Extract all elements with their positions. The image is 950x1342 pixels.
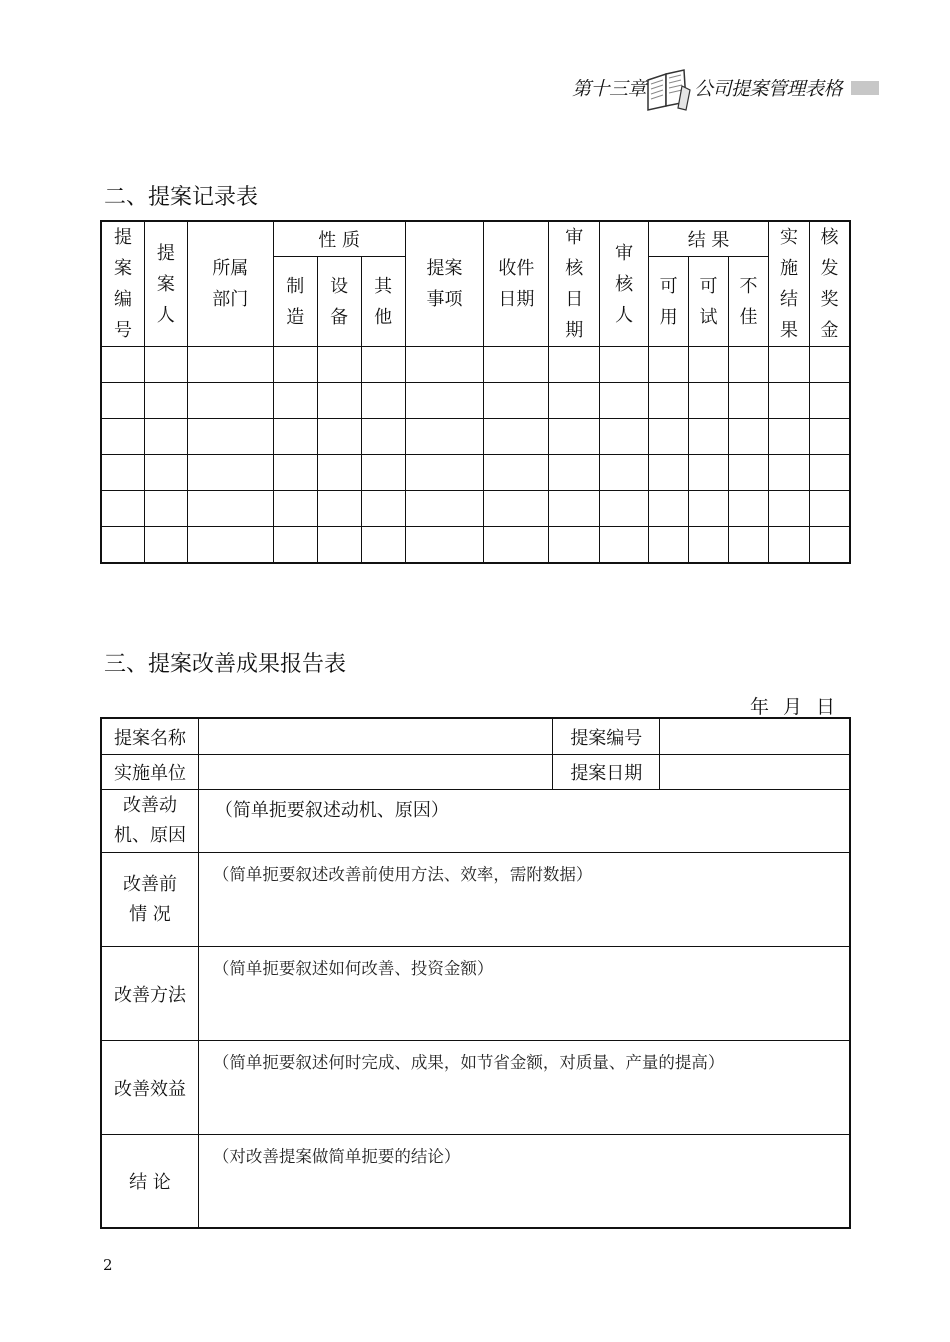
table-cell[interactable] [317,455,361,491]
header-title: 公司提案管理表格 [694,78,843,100]
table-cell[interactable] [689,347,729,383]
table-cell[interactable] [273,347,317,383]
proposal-date-field[interactable] [660,755,850,790]
header-nature-other: 其 他 [361,257,405,347]
table-cell[interactable] [689,455,729,491]
table-cell[interactable] [484,527,549,563]
section2-title: 二、提案记录表 [104,185,259,210]
method-hint: （简单扼要叙述如何改善、投资金额） [212,959,494,978]
benefit-field[interactable] [198,1041,849,1135]
table-cell[interactable] [809,491,849,527]
motive-label: 改善动 机、原因 [102,790,199,853]
table-cell[interactable] [729,419,769,455]
table-cell[interactable] [405,527,484,563]
improvement-report-table [101,718,850,1228]
table-cell[interactable] [484,491,549,527]
table-cell[interactable] [405,419,484,455]
table-cell[interactable] [768,455,809,491]
impl-unit-label: 实施单位 [102,755,199,790]
table-cell[interactable] [317,383,361,419]
page-number: 2 [103,1256,113,1274]
table-cell[interactable] [549,455,600,491]
header-impl-result: 实 施 结 果 [768,222,809,347]
year-label: 年 [750,696,770,718]
benefit-label: 改善效益 [102,1041,199,1135]
table-cell[interactable] [484,383,549,419]
header-proposal-no: 提 案 编 号 [102,222,145,347]
table-cell[interactable] [361,491,405,527]
table-row [102,419,850,455]
table-cell[interactable] [768,347,809,383]
table-cell[interactable] [600,455,649,491]
table-cell[interactable] [809,527,849,563]
table-cell[interactable] [361,347,405,383]
table-cell[interactable] [600,347,649,383]
table-row [102,347,850,383]
impl-unit-field[interactable] [198,755,552,790]
table-cell[interactable] [187,455,273,491]
table-row [102,491,850,527]
table-cell[interactable] [187,419,273,455]
page-header [560,66,880,112]
header-dept: 所属 部门 [187,222,273,347]
table-cell[interactable] [809,455,849,491]
table-cell[interactable] [102,491,145,527]
table-cell[interactable] [549,491,600,527]
motive-hint: （简单扼要叙述动机、原因） [214,800,449,821]
table-cell[interactable] [729,491,769,527]
table-cell[interactable] [600,491,649,527]
table-cell[interactable] [361,383,405,419]
method-field[interactable] [198,947,849,1041]
table-cell[interactable] [273,527,317,563]
header-nature: 性 质 [273,222,405,257]
table-cell[interactable] [317,491,361,527]
proposal-no-field[interactable] [660,719,850,755]
table-cell[interactable] [809,383,849,419]
table-cell[interactable] [649,527,689,563]
table-cell[interactable] [768,419,809,455]
proposal-name-label: 提案名称 [102,719,199,755]
table-cell[interactable] [102,455,145,491]
table-cell[interactable] [484,455,549,491]
table-cell[interactable] [144,419,187,455]
table-cell[interactable] [649,347,689,383]
book-icon [642,66,692,112]
table-cell[interactable] [144,347,187,383]
table-cell[interactable] [768,527,809,563]
table-row [102,455,850,491]
table-cell[interactable] [549,419,600,455]
table-cell[interactable] [484,347,549,383]
conclusion-label: 结 论 [102,1135,199,1228]
header-nature-manufacture: 制 造 [273,257,317,347]
table-cell[interactable] [600,383,649,419]
table-cell[interactable] [405,383,484,419]
table-cell[interactable] [144,455,187,491]
header-result: 结 果 [649,222,769,257]
table-cell[interactable] [361,419,405,455]
table-cell[interactable] [600,527,649,563]
header-bonus: 核 发 奖 金 [809,222,849,347]
proposal-no-label: 提案编号 [553,719,660,755]
table-cell[interactable] [405,347,484,383]
benefit-hint: （简单扼要叙述何时完成、成果，如节省金额，对质量、产量的提高） [212,1053,725,1072]
proposal-date-label: 提案日期 [553,755,660,790]
table-cell[interactable] [809,347,849,383]
table-cell[interactable] [273,455,317,491]
header-nature-equipment: 设 备 [317,257,361,347]
header-received-date: 收件 日期 [484,222,549,347]
table-cell[interactable] [187,491,273,527]
table-cell[interactable] [144,383,187,419]
day-label: 日 [816,696,836,718]
record-rows [102,347,850,563]
table-cell[interactable] [361,527,405,563]
table-cell[interactable] [273,383,317,419]
motive-field[interactable] [198,790,849,853]
header-result-trial: 可 试 [689,257,729,347]
before-field[interactable] [198,853,849,947]
header-result-poor: 不 佳 [729,257,769,347]
method-label: 改善方法 [102,947,199,1041]
header-matter: 提案 事项 [405,222,484,347]
chapter-label: 第十三章 [572,78,647,100]
table-cell[interactable] [649,419,689,455]
table-cell[interactable] [729,383,769,419]
table-cell[interactable] [768,383,809,419]
before-hint: （简单扼要叙述改善前使用方法、效率，需附数据） [212,865,593,884]
table-cell[interactable] [317,419,361,455]
table-cell[interactable] [102,419,145,455]
table-cell[interactable] [187,383,273,419]
section3-title: 三、提案改善成果报告表 [104,652,347,677]
table-cell[interactable] [549,347,600,383]
table-cell[interactable] [187,527,273,563]
month-label: 月 [783,696,803,718]
table-cell[interactable] [144,527,187,563]
conclusion-field[interactable] [198,1135,849,1228]
table-cell[interactable] [768,491,809,527]
table-cell[interactable] [809,419,849,455]
header-result-usable: 可 用 [649,257,689,347]
table-cell[interactable] [273,419,317,455]
conclusion-hint: （对改善提案做简单扼要的结论） [212,1147,461,1166]
table-cell[interactable] [317,347,361,383]
table-cell[interactable] [689,383,729,419]
header-reviewer: 审 核 人 [600,222,649,347]
table-cell[interactable] [102,347,145,383]
table-cell[interactable] [144,491,187,527]
table-cell[interactable] [187,347,273,383]
table-cell[interactable] [689,419,729,455]
table-cell[interactable] [405,455,484,491]
table-row [102,383,850,419]
table-cell[interactable] [689,491,729,527]
table-cell[interactable] [600,419,649,455]
before-label: 改善前 情 况 [102,853,199,947]
table-cell[interactable] [649,383,689,419]
header-review-date: 审 核 日 期 [549,222,600,347]
header-bar [851,81,879,95]
proposal-name-field[interactable] [198,719,552,755]
table-cell[interactable] [405,491,484,527]
table-row [102,527,850,563]
header-proposer: 提 案 人 [144,222,187,347]
table-cell[interactable] [317,527,361,563]
table-cell[interactable] [729,455,769,491]
table-cell[interactable] [549,527,600,563]
table-cell[interactable] [484,419,549,455]
table-cell[interactable] [729,347,769,383]
table-cell[interactable] [649,455,689,491]
table-cell[interactable] [273,491,317,527]
table-cell[interactable] [361,455,405,491]
table-cell[interactable] [729,527,769,563]
table-cell[interactable] [102,527,145,563]
table-cell[interactable] [689,527,729,563]
table-cell[interactable] [649,491,689,527]
report-date [750,692,835,719]
proposal-record-table [101,221,850,563]
table-cell[interactable] [549,383,600,419]
table-cell[interactable] [102,383,145,419]
